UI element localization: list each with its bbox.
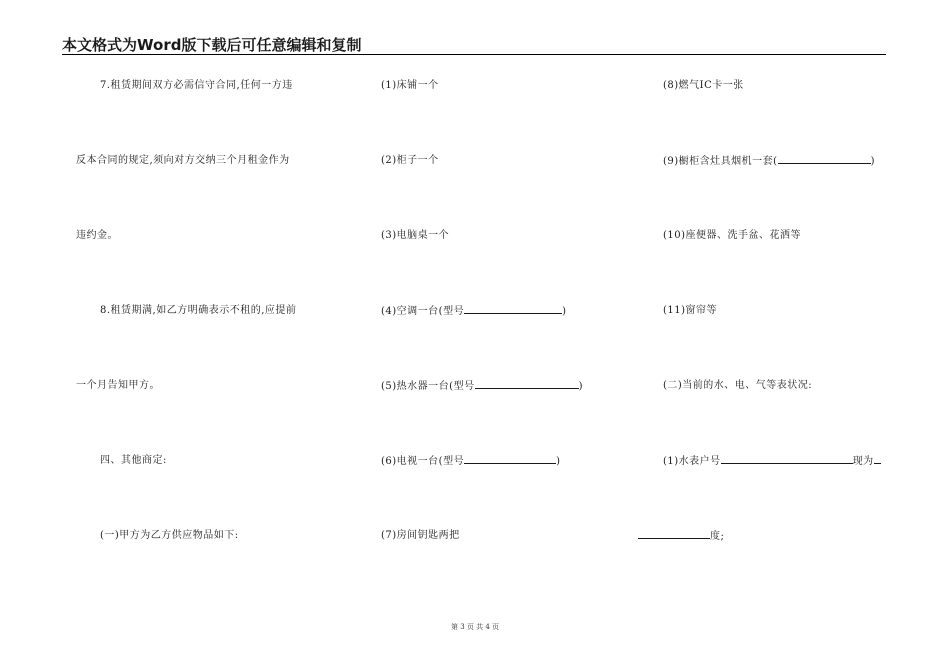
item-kitchen-cabinet [663,154,875,169]
water-meter-current-label: 现为 [852,456,874,467]
water-meter-reading-blank[interactable] [874,454,881,464]
item-desk: (3)电脑桌一个 [381,230,450,241]
item-water-heater [381,379,583,394]
item-water-heater-close: ) [578,381,583,392]
document-header [62,32,886,55]
item-kitchen-cabinet-label: (9)橱柜含灶具烟机一套( [663,156,778,167]
water-heater-model-blank[interactable] [475,379,579,389]
water-meter-line [663,454,881,469]
item-tv-label: (6)电视一台(型号 [381,456,465,467]
item-aircon [381,304,566,319]
left-line-2: 反本合同的规定,须向对方交纳三个月租金作为 [76,155,290,166]
page-number: 第 3 页 共 4 页 [450,623,500,631]
header-title: 本文格式为Word版下载后可任意编辑和复制 [62,36,362,54]
left-line-3: 违约金。 [76,230,118,241]
tv-model-blank[interactable] [464,454,556,464]
left-line-1: 7.租赁期间双方必需信守合同,任何一方违 [100,80,293,91]
item-aircon-label: (4)空调一台(型号 [381,306,465,317]
item-bathroom: (10)座便器、洗手盆、花洒等 [663,230,802,241]
item-gas-card: (8)燃气IC卡一张 [663,80,744,91]
item-kitchen-cabinet-close: ) [870,156,875,167]
item-tv-close: ) [556,456,561,467]
water-reading-blank[interactable] [638,529,710,539]
aircon-model-blank[interactable] [464,304,562,314]
water-meter-label: (1)水表户号 [663,456,721,467]
meter-status-heading: (二)当前的水、电、气等表状况: [663,380,813,391]
item-water-heater-label: (5)热水器一台(型号 [381,381,475,392]
item-keys: (7)房间钥匙两把 [381,530,460,541]
section-heading-other: 四、其他商定: [100,455,167,466]
item-aircon-close: ) [562,306,567,317]
item-bed: (1)床铺一个 [381,80,439,91]
item-tv [381,454,560,469]
item-curtains: (11)窗帘等 [663,305,718,316]
kitchen-cabinet-blank[interactable] [778,154,871,164]
water-meter-reading-line [638,529,724,544]
water-reading-unit: 度; [710,531,725,542]
left-line-5: 一个月告知甲方。 [76,380,160,391]
water-meter-number-blank[interactable] [721,454,853,464]
left-line-7: (一)甲方为乙方供应物品如下: [100,530,239,541]
item-cabinet: (2)柜子一个 [381,155,439,166]
left-line-4: 8.租赁期满,如乙方明确表示不租的,应提前 [100,305,297,316]
